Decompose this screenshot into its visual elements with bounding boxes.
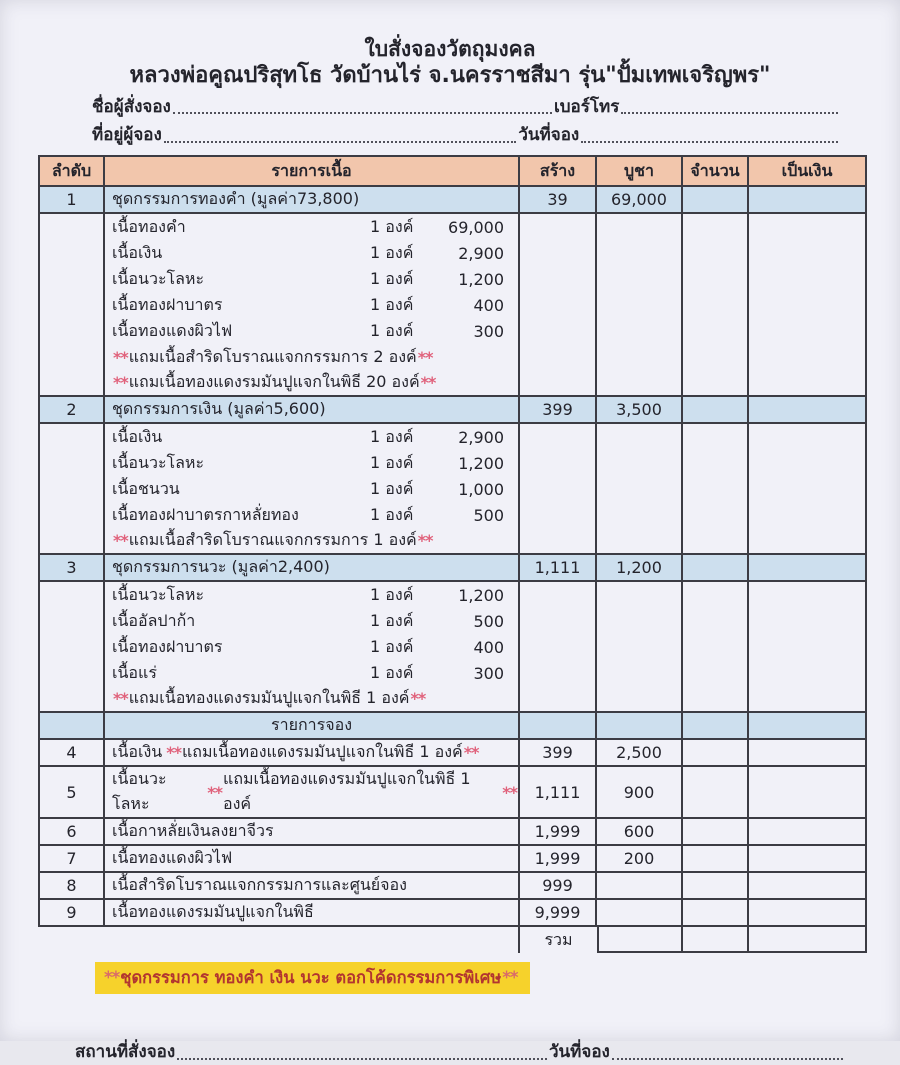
cell-row-number (38, 713, 105, 740)
cell-amount (749, 634, 867, 660)
order-date-label: วันที่จอง (518, 125, 580, 146)
orderer-address-line (92, 123, 840, 148)
cell-price: 2,500 (597, 740, 683, 767)
cell-row-number (38, 476, 105, 502)
cell-material (105, 819, 520, 846)
table-row (38, 214, 867, 240)
material-name: เนื้ออัลปาก้า (112, 610, 196, 630)
material-qty: 1 องค์ (370, 478, 414, 498)
cell-quantity (683, 686, 749, 713)
cell-made-count (520, 502, 597, 528)
stars-mark: ** (113, 347, 128, 367)
table-row (38, 424, 867, 450)
cell-made-count: 1,999 (520, 846, 597, 873)
cell-amount (749, 555, 867, 582)
bottom-date-label: วันที่จอง (549, 1042, 610, 1063)
stars-mark: ** (420, 373, 436, 393)
cell-set-name: ชุดกรรมการทองคำ (มูลค่า73,800) (105, 187, 520, 214)
cell-amount (749, 713, 867, 740)
bonus-note-text: แถมเนื้อทองแดงรมมันปูแจกในพิธี 20 องค์ (128, 372, 420, 392)
cell-amount (749, 900, 867, 927)
cell-row-number (38, 214, 105, 240)
cell-bonus-note (105, 686, 520, 713)
material-name: เนื้อสำริดโบราณแจกกรรมการและศูนย์จอง (112, 875, 407, 895)
column-header: สร้าง (520, 157, 597, 187)
stars-mark: ** (417, 531, 433, 551)
cell-price (597, 292, 683, 318)
cell-made-count (520, 214, 597, 240)
cell-quantity-total (683, 927, 749, 953)
stars-mark: ** (113, 689, 128, 709)
cell-row-number: 3 (38, 555, 105, 582)
cell-row-number (38, 318, 105, 344)
column-header: เป็นเงิน (749, 157, 867, 187)
material-price: 2,900 (458, 243, 504, 263)
cell-material (105, 740, 520, 767)
material-price: 500 (473, 505, 504, 525)
cell-material (105, 900, 520, 927)
table-row (38, 927, 867, 953)
cell-price (597, 873, 683, 900)
cell-made-count: 9,999 (520, 900, 597, 927)
cell-material (105, 502, 520, 528)
table-row (38, 767, 867, 819)
cell-amount (749, 528, 867, 555)
stars-mark: ** (104, 968, 120, 988)
cell-row-number (38, 608, 105, 634)
column-header: จำนวน (683, 157, 749, 187)
orderer-name-label: ชื่อผู้สั่งจอง (92, 96, 171, 117)
material-name: เนื้อทองฝาบาตร (112, 636, 223, 656)
cell-amount-total (749, 927, 867, 953)
cell-quantity (683, 582, 749, 608)
cell-price (597, 266, 683, 292)
table-row (38, 318, 867, 344)
cell-price (597, 713, 683, 740)
cell-price (597, 370, 683, 397)
cell-blank (105, 927, 520, 953)
cell-bonus-note (105, 344, 520, 370)
cell-quantity (683, 266, 749, 292)
cell-row-number (38, 370, 105, 397)
cell-amount (749, 582, 867, 608)
special-set-highlight (95, 962, 530, 994)
table-row (38, 660, 867, 686)
cell-amount (749, 476, 867, 502)
cell-price (597, 686, 683, 713)
cell-amount (749, 318, 867, 344)
table-row (38, 266, 867, 292)
table-row (38, 157, 867, 187)
material-price: 1,200 (458, 585, 504, 605)
material-qty: 1 องค์ (370, 584, 414, 604)
cell-price: 200 (597, 846, 683, 873)
table-row (38, 686, 867, 713)
material-name: เนื้อนวะโลหะ (112, 268, 205, 288)
cell-quantity (683, 900, 749, 927)
cell-amount (749, 873, 867, 900)
cell-material (105, 292, 520, 318)
material-price: 300 (473, 321, 504, 341)
cell-made-count (520, 292, 597, 318)
cell-made-count: 999 (520, 873, 597, 900)
cell-quantity (683, 555, 749, 582)
cell-row-number (38, 502, 105, 528)
section-divider-label: รายการจอง (105, 713, 520, 740)
cell-quantity (683, 450, 749, 476)
table-row (38, 873, 867, 900)
material-name: เนื้อทองแดงรมมันปูแจกในพิธี (112, 902, 314, 922)
cell-material (105, 767, 520, 819)
cell-quantity (683, 713, 749, 740)
cell-made-count (520, 608, 597, 634)
cell-made-count (520, 240, 597, 266)
material-name: เนื้อนวะโลหะ (112, 769, 167, 814)
cell-quantity (683, 528, 749, 555)
phone-label: เบอร์โทร (553, 96, 620, 117)
material-name: เนื้อทองฝาบาตร (112, 294, 223, 314)
cell-material (105, 266, 520, 292)
bottom-date-blank (612, 1058, 843, 1060)
material-qty: 1 องค์ (370, 294, 414, 314)
table-row (38, 713, 867, 740)
material-name: เนื้อทองแดงผิวไฟ (112, 848, 233, 868)
stars-mark: ** (463, 743, 479, 763)
cell-quantity (683, 740, 749, 767)
cell-row-number: 2 (38, 397, 105, 424)
cell-quantity (683, 240, 749, 266)
cell-price (597, 318, 683, 344)
column-header: ลำดับ (38, 157, 105, 187)
cell-material (105, 608, 520, 634)
cell-amount (749, 266, 867, 292)
cell-price-total (597, 927, 683, 953)
cell-price (597, 608, 683, 634)
cell-row-number (38, 344, 105, 370)
bonus-note-text: แถมเนื้อสำริดโบราณแจกกรรมการ 1 องค์ (128, 530, 417, 550)
cell-made-count (520, 344, 597, 370)
cell-made-count: 1,111 (520, 767, 597, 819)
cell-made-count: 399 (520, 397, 597, 424)
cell-set-name: ชุดกรรมการเงิน (มูลค่า5,600) (105, 397, 520, 424)
cell-amount (749, 397, 867, 424)
table-row (38, 344, 867, 370)
cell-made-count: 1,999 (520, 819, 597, 846)
cell-quantity (683, 370, 749, 397)
cell-blank (38, 927, 105, 953)
cell-made-count (520, 634, 597, 660)
column-header: รายการเนื้อ (105, 157, 520, 187)
cell-quantity (683, 292, 749, 318)
cell-material (105, 660, 520, 686)
material-price: 300 (473, 663, 504, 683)
material-name: เนื้อนวะโลหะ (112, 452, 205, 472)
table-row (38, 846, 867, 873)
cell-quantity (683, 634, 749, 660)
cell-quantity (683, 846, 749, 873)
material-qty: 1 องค์ (370, 268, 414, 288)
cell-material (105, 582, 520, 608)
order-date-blank (581, 141, 838, 143)
cell-row-number: 9 (38, 900, 105, 927)
cell-price: 3,500 (597, 397, 683, 424)
stars-mark: ** (417, 347, 433, 367)
cell-price (597, 660, 683, 686)
material-qty: 1 องค์ (370, 662, 414, 682)
material-price: 69,000 (448, 217, 504, 237)
cell-row-number: 6 (38, 819, 105, 846)
material-qty: 1 องค์ (370, 504, 414, 524)
cell-price (597, 476, 683, 502)
cell-made-count (520, 713, 597, 740)
order-place-label: สถานที่สั่งจอง (75, 1042, 176, 1063)
cell-made-count (520, 450, 597, 476)
cell-row-number (38, 240, 105, 266)
cell-amount (749, 740, 867, 767)
table-row (38, 187, 867, 214)
column-header: บูชา (597, 157, 683, 187)
cell-amount (749, 187, 867, 214)
cell-quantity (683, 660, 749, 686)
cell-price: 600 (597, 819, 683, 846)
material-price: 400 (473, 637, 504, 657)
table-row (38, 397, 867, 424)
bonus-note-text: แถมเนื้อทองแดงรมมันปูแจกในพิธี 1 องค์ (181, 742, 463, 762)
material-price: 1,000 (458, 479, 504, 499)
cell-price (597, 900, 683, 927)
cell-made-count (520, 528, 597, 555)
bonus-note-text: แถมเนื้อสำริดโบราณแจกกรรมการ 2 องค์ (128, 346, 417, 366)
cell-quantity (683, 767, 749, 819)
cell-bonus-note (105, 370, 520, 397)
cell-amount (749, 214, 867, 240)
material-qty: 1 องค์ (370, 320, 414, 340)
cell-amount (749, 686, 867, 713)
page-subtitle: หลวงพ่อคูณปริสุทโธ วัดบ้านไร่ จ.นครราชสีมา รุ่น"ปั้มเทพเจริญพร" (129, 63, 771, 89)
cell-amount (749, 767, 867, 819)
table-row (38, 555, 867, 582)
cell-row-number (38, 582, 105, 608)
cell-amount (749, 240, 867, 266)
material-name: เนื้อเงิน (112, 426, 163, 446)
cell-material (105, 424, 520, 450)
table-row (38, 502, 867, 528)
cell-made-count (520, 424, 597, 450)
stars-mark: ** (502, 782, 517, 802)
material-price: 400 (473, 295, 504, 315)
cell-amount (749, 344, 867, 370)
cell-row-number: 4 (38, 740, 105, 767)
cell-quantity (683, 608, 749, 634)
special-set-text: ชุดกรรมการ ทองคำ เงิน นวะ ตอกโค้ดกรรมการพิเศษ (120, 968, 502, 988)
cell-row-number (38, 660, 105, 686)
cell-quantity (683, 476, 749, 502)
material-price: 500 (473, 611, 504, 631)
cell-made-count (520, 476, 597, 502)
material-name: เนื้อชนวน (112, 478, 180, 498)
table-row (38, 240, 867, 266)
material-qty: 1 องค์ (370, 610, 414, 630)
material-name: เนื้อทองแดงผิวไฟ (112, 320, 233, 340)
cell-bonus-note (105, 528, 520, 555)
material-price: 2,900 (458, 427, 504, 447)
cell-price: 900 (597, 767, 683, 819)
material-price: 1,200 (458, 453, 504, 473)
cell-made-count: 39 (520, 187, 597, 214)
cell-made-count: 399 (520, 740, 597, 767)
table-row (38, 819, 867, 846)
cell-amount (749, 660, 867, 686)
cell-row-number (38, 634, 105, 660)
cell-quantity (683, 214, 749, 240)
cell-amount (749, 370, 867, 397)
cell-row-number: 5 (38, 767, 105, 819)
cell-price (597, 528, 683, 555)
orderer-name-line (92, 95, 840, 120)
cell-quantity (683, 397, 749, 424)
cell-price (597, 582, 683, 608)
cell-quantity (683, 318, 749, 344)
cell-material (105, 476, 520, 502)
cell-amount (749, 424, 867, 450)
cell-made-count (520, 266, 597, 292)
stars-mark: ** (410, 689, 426, 709)
cell-made-count (520, 660, 597, 686)
cell-row-number (38, 686, 105, 713)
material-name: เนื้อกาหลั่ยเงินลงยาจีวร (112, 821, 274, 841)
cell-row-number (38, 292, 105, 318)
cell-row-number: 1 (38, 187, 105, 214)
cell-price (597, 240, 683, 266)
cell-row-number: 7 (38, 846, 105, 873)
order-table (38, 155, 867, 953)
cell-price (597, 214, 683, 240)
material-name: เนื้อเงิน (112, 742, 163, 762)
cell-price: 1,200 (597, 555, 683, 582)
cell-row-number (38, 528, 105, 555)
cell-price: 69,000 (597, 187, 683, 214)
orderer-address-label: ที่อยู่ผู้จอง (92, 125, 162, 146)
table-row (38, 634, 867, 660)
cell-material (105, 873, 520, 900)
cell-quantity (683, 502, 749, 528)
cell-material (105, 846, 520, 873)
cell-made-count (520, 582, 597, 608)
cell-row-number (38, 424, 105, 450)
table-row (38, 370, 867, 397)
orderer-name-blank (173, 112, 552, 114)
cell-quantity (683, 873, 749, 900)
stars-mark: ** (502, 968, 518, 988)
cell-material (105, 214, 520, 240)
cell-quantity (683, 424, 749, 450)
cell-row-number (38, 450, 105, 476)
cell-amount (749, 819, 867, 846)
orderer-address-blank (164, 141, 517, 143)
table-row (38, 740, 867, 767)
material-name: เนื้อเงิน (112, 242, 163, 262)
cell-amount (749, 450, 867, 476)
table-row (38, 582, 867, 608)
cell-material (105, 634, 520, 660)
cell-made-count (520, 318, 597, 344)
total-label: รวม (544, 929, 573, 949)
material-qty: 1 องค์ (370, 216, 414, 236)
cell-amount (749, 846, 867, 873)
stars-mark: ** (113, 373, 128, 393)
table-row (38, 528, 867, 555)
material-qty: 1 องค์ (370, 426, 414, 446)
table-row (38, 292, 867, 318)
material-price: 1,200 (458, 269, 504, 289)
cell-row-number (38, 266, 105, 292)
bonus-note-text: แถมเนื้อทองแดงรมมันปูแจกในพิธี 1 องค์ (223, 769, 471, 814)
material-name: เนื้อแร่ (112, 662, 157, 682)
table-row (38, 450, 867, 476)
cell-made-count (520, 370, 597, 397)
material-qty: 1 องค์ (370, 242, 414, 262)
material-name: เนื้อนวะโลหะ (112, 584, 205, 604)
cell-row-number: 8 (38, 873, 105, 900)
table-row (38, 608, 867, 634)
cell-set-name: ชุดกรรมการนวะ (มูลค่า2,400) (105, 555, 520, 582)
stars-mark: ** (207, 782, 222, 802)
material-qty: 1 องค์ (370, 636, 414, 656)
table-row (38, 476, 867, 502)
cell-made-count: 1,111 (520, 555, 597, 582)
cell-made-count (520, 686, 597, 713)
cell-price (597, 634, 683, 660)
cell-quantity (683, 187, 749, 214)
phone-blank (621, 112, 838, 114)
cell-amount (749, 502, 867, 528)
cell-price (597, 450, 683, 476)
cell-amount (749, 608, 867, 634)
material-name: เนื้อทองคำ (112, 216, 186, 236)
material-qty: 1 องค์ (370, 452, 414, 472)
stars-mark: ** (113, 531, 128, 551)
material-name: เนื้อทองฝาบาตรกาหลั่ยทอง (112, 504, 299, 524)
cell-material (105, 318, 520, 344)
stars-mark: ** (166, 743, 181, 763)
cell-price (597, 424, 683, 450)
cell-material (105, 450, 520, 476)
order-place-line (75, 1040, 845, 1065)
bonus-note-text: แถมเนื้อทองแดงรมมันปูแจกในพิธี 1 องค์ (128, 688, 410, 708)
cell-material (105, 240, 520, 266)
page-title: ใบสั่งจองวัตถุมงคล (364, 37, 536, 61)
order-place-blank (177, 1058, 547, 1060)
cell-price (597, 502, 683, 528)
cell-price (597, 344, 683, 370)
cell-quantity (683, 344, 749, 370)
cell-quantity (683, 819, 749, 846)
table-row (38, 900, 867, 927)
cell-amount (749, 292, 867, 318)
